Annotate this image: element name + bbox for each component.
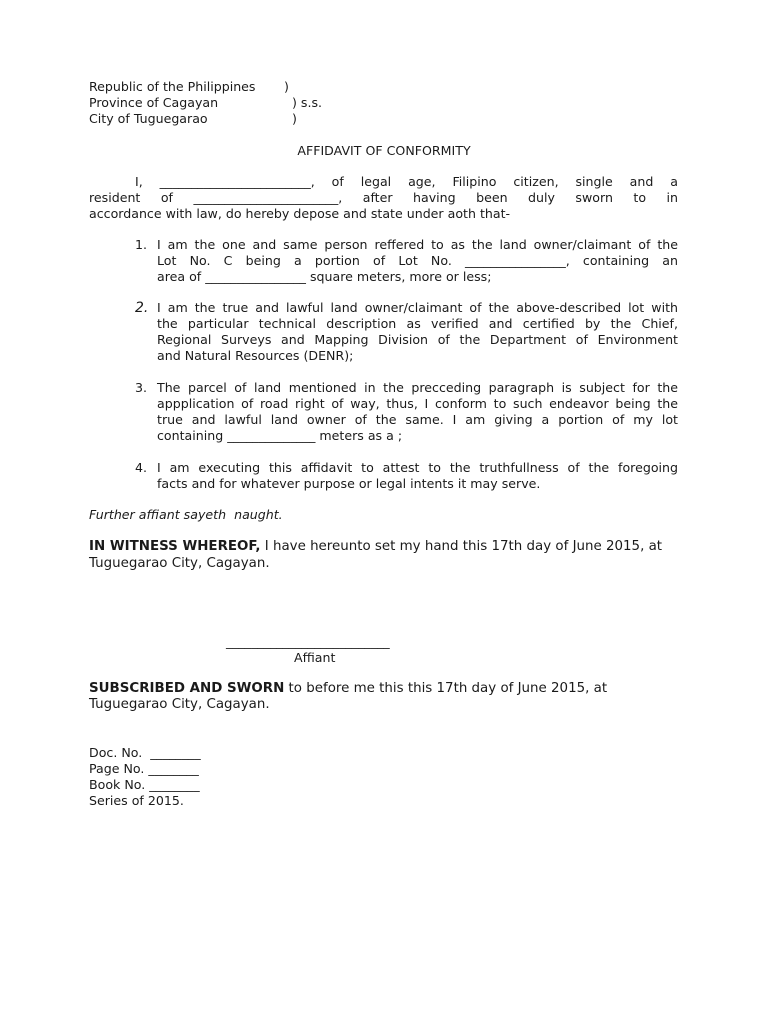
subscribed-line-2: Tuguegarao City, Cagayan. bbox=[89, 697, 270, 712]
witness-text: I have hereunto set my hand this 17th day of June 2015, at bbox=[260, 539, 663, 554]
venue-province-paren: ) s.s. bbox=[292, 95, 323, 110]
signature-line: __________________________ bbox=[226, 634, 390, 649]
item-1-line-1: I am the one and same person reffered to as the land owner/claimant of the bbox=[157, 237, 678, 252]
notary-doc-no: Doc. No. ________ bbox=[89, 745, 201, 760]
witness-heading: IN WITNESS WHEREOF, bbox=[89, 539, 261, 554]
intro-line-2: resident of _______________________, after having been duly sworn to in bbox=[89, 190, 678, 205]
item-number: 2. bbox=[135, 300, 149, 316]
intro-line-3: accordance with law, do hereby depose and state under aoth that- bbox=[89, 206, 511, 221]
document-title: AFFIDAVIT OF CONFORMITY bbox=[297, 143, 471, 158]
notary-book-no: Book No. ________ bbox=[89, 777, 200, 792]
venue-city: City of Tuguegarao bbox=[89, 111, 208, 126]
item-2-line-2: the particular technical description as verified and certified by the Chief, bbox=[157, 316, 678, 331]
notary-series: Series of 2015. bbox=[89, 793, 184, 808]
venue-republic: Republic of the Philippines bbox=[89, 79, 256, 94]
item-2-line-3: Regional Surveys and Mapping Division of the Department of Environment bbox=[157, 332, 678, 347]
subscribed-text: to before me this this 17th day of June 2015, at bbox=[284, 681, 608, 696]
venue-republic-paren: ) bbox=[284, 79, 289, 94]
intro-line-1: I, ________________________, of legal age, Filipino citizen, single and a bbox=[135, 174, 678, 189]
witness-line-1 bbox=[89, 539, 662, 555]
signature-label: Affiant bbox=[294, 650, 336, 665]
item-3-line-3: true and lawful land owner of the same. I am giving a portion of my lot bbox=[157, 412, 678, 427]
witness-line-2: Tuguegarao City, Cagayan. bbox=[89, 556, 270, 571]
item-4-line-1: I am executing this affidavit to attest to the truthfullness of the foregoing bbox=[157, 460, 678, 475]
item-number: 4. bbox=[135, 460, 148, 475]
further-affiant-text: Further affiant sayeth naught. bbox=[89, 507, 283, 522]
item-number: 3. bbox=[135, 380, 148, 395]
item-1-line-3: area of ________________ square meters, more or less; bbox=[157, 269, 492, 284]
item-3-line-4: containing ______________ meters as a ; bbox=[157, 428, 403, 443]
item-1-line-2: Lot No. C being a portion of Lot No. ________________, containing an bbox=[157, 253, 678, 268]
venue-city-paren: ) bbox=[292, 111, 297, 126]
item-2-line-4: and Natural Resources (DENR); bbox=[157, 348, 354, 363]
subscribed-line-1 bbox=[89, 681, 607, 697]
item-3-line-2: appplication of road right of way, thus, I conform to such endeavor being the bbox=[157, 396, 678, 411]
notary-page-no: Page No. ________ bbox=[89, 761, 199, 776]
item-2-line-1: I am the true and lawful land owner/claimant of the above-described lot with bbox=[157, 300, 678, 315]
item-number: 1. bbox=[135, 237, 148, 252]
subscribed-heading: SUBSCRIBED AND SWORN bbox=[89, 681, 285, 696]
venue-province: Province of Cagayan bbox=[89, 95, 219, 110]
item-3-line-1: The parcel of land mentioned in the precceding paragraph is subject for the bbox=[157, 380, 678, 395]
item-4-line-2: facts and for whatever purpose or legal intents it may serve. bbox=[157, 476, 541, 491]
